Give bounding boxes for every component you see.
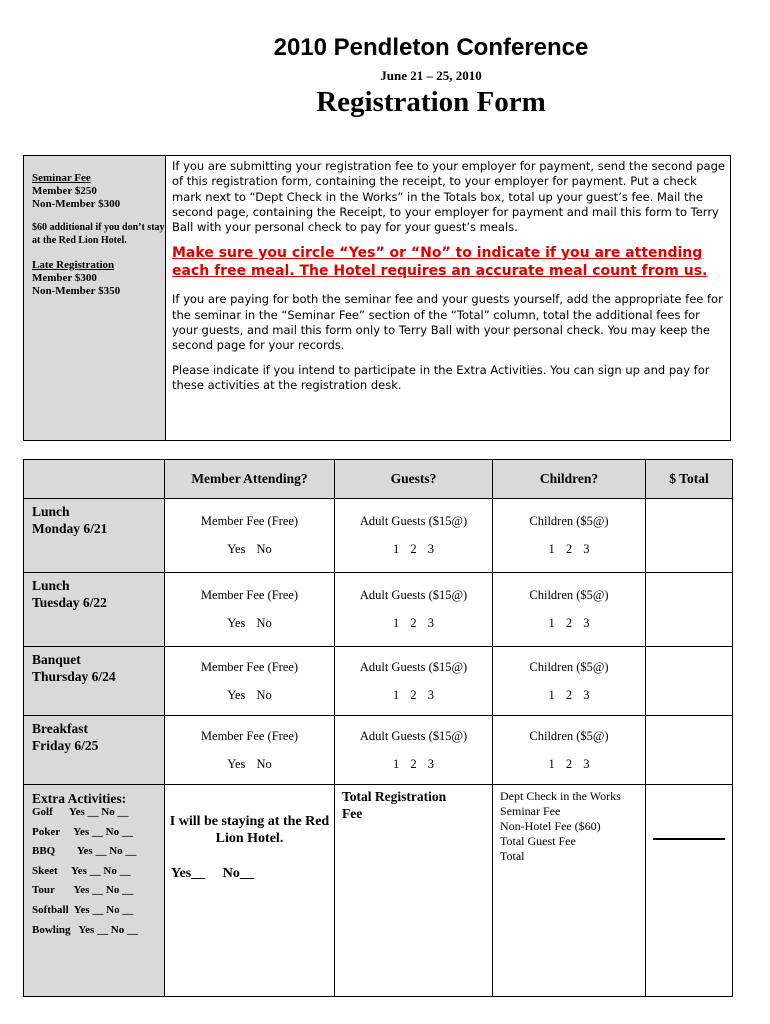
fee-summary-panel <box>24 156 166 440</box>
activity-bowling[interactable]: Bowling Yes __ No __ <box>32 923 138 936</box>
form-title: Registration Form <box>316 86 546 118</box>
activity-tour[interactable]: Tour Yes __ No __ <box>32 884 134 897</box>
hotel-stay-choice[interactable]: Yes__ No__ <box>171 866 254 881</box>
seminar-fee-item: Seminar Fee <box>500 804 561 818</box>
header-member-attending: Member Attending? <box>165 460 335 499</box>
activity-golf[interactable]: Golf Yes __ No __ <box>32 806 129 818</box>
children-option[interactable]: Children ($5@) 1 2 3 <box>493 647 646 716</box>
children-option[interactable]: Children ($5@) 1 2 3 <box>493 716 646 785</box>
member-option[interactable]: Member Fee (Free) Yes No <box>165 716 335 785</box>
meal-row <box>24 716 733 785</box>
non-hotel-fee-item: Non-Hotel Fee ($60) <box>500 819 601 833</box>
late-member-fee: Member $300 <box>32 272 97 284</box>
guest-option[interactable]: Adult Guests ($15@) 1 2 3 <box>335 499 493 573</box>
activity-skeet[interactable]: Skeet Yes __ No __ <box>32 864 131 877</box>
instructions-para-1: If you are submitting your registration fee to your employer for payment, send the second page of this registration form, containing the receipt, to your employer for payment. Put a check mark next to “Dept Check in the Works” in the Totals box, total up your guest’s fee. Mail the second page, containing the Receipt, to your employer for payment and mail this form to Terry Ball with your personal check to pay for your guest’s meals. <box>172 159 725 235</box>
fee-breakdown <box>493 785 646 997</box>
late-registration-label: Late Registration <box>32 259 115 271</box>
conference-dates: June 21 – 25, 2010 <box>380 68 482 83</box>
meal-total[interactable] <box>646 716 733 785</box>
guest-option[interactable]: Adult Guests ($15@) 1 2 3 <box>335 716 493 785</box>
info-box <box>23 155 731 441</box>
meal-name: Lunch Tuesday 6/22 <box>24 573 165 647</box>
member-option[interactable]: Member Fee (Free) Yes No <box>165 573 335 647</box>
instructions-para-2: If you are paying for both the seminar fee and your guests yourself, add the appropriate fee for the seminar in the “Seminar Fee” section of the “Total” column, total the additional fees for your guests, and mail this form only to Terry Ball with your personal check. You may keep the second page for your records. <box>172 292 723 353</box>
meal-row <box>24 573 733 647</box>
member-option[interactable]: Member Fee (Free) Yes No <box>165 499 335 573</box>
meal-total[interactable] <box>646 573 733 647</box>
instructions <box>172 159 727 393</box>
guest-option[interactable]: Adult Guests ($15@) 1 2 3 <box>335 647 493 716</box>
meal-count-warning: Make sure you circle “Yes” or “No” to indicate if you are attending each free meal. The Hotel requires an accurate meal count from us. <box>172 245 708 280</box>
header-guests: Guests? <box>335 460 493 499</box>
activity-poker[interactable]: Poker Yes __ No __ <box>32 825 133 838</box>
total-guest-fee-item: Total Guest Fee <box>500 834 576 848</box>
registration-table <box>23 459 733 997</box>
meal-row <box>24 499 733 573</box>
late-nonmember-fee: Non-Member $350 <box>32 285 121 297</box>
children-option[interactable]: Children ($5@) 1 2 3 <box>493 573 646 647</box>
nonmember-fee: Non-Member $300 <box>32 198 121 210</box>
header-blank <box>24 460 165 499</box>
children-option[interactable]: Children ($5@) 1 2 3 <box>493 499 646 573</box>
meal-total[interactable] <box>646 499 733 573</box>
member-option[interactable]: Member Fee (Free) Yes No <box>165 647 335 716</box>
seminar-fee-label: Seminar Fee <box>32 172 91 184</box>
total-item: Total <box>500 849 525 863</box>
meal-name: Banquet Thursday 6/24 <box>24 647 165 716</box>
conference-title: 2010 Pendleton Conference <box>273 34 589 61</box>
extra-activities-row <box>24 785 733 997</box>
extra-activities <box>24 785 165 997</box>
meal-name: Breakfast Friday 6/25 <box>24 716 165 785</box>
guest-option[interactable]: Adult Guests ($15@) 1 2 3 <box>335 573 493 647</box>
hotel-stay-cell <box>165 785 335 997</box>
grand-total-cell[interactable] <box>646 785 733 997</box>
header-children: Children? <box>493 460 646 499</box>
activity-softball[interactable]: Softball Yes __ No __ <box>32 903 134 916</box>
member-fee: Member $250 <box>32 185 97 197</box>
header-total: $ Total <box>646 460 733 499</box>
meal-row <box>24 647 733 716</box>
instructions-para-3: Please indicate if you intend to participate in the Extra Activities. You can sign up and pay for these activities at the registration desk. <box>172 362 710 392</box>
meal-total[interactable] <box>646 647 733 716</box>
activity-bbq[interactable]: BBQ Yes __ No __ <box>32 845 137 858</box>
hotel-note: $60 additional if you don’t stay at the Red Lion Hotel. <box>32 222 165 246</box>
total-registration-fee-label: Total Registration Fee <box>335 785 493 997</box>
hotel-stay-text: I will be staying at the Red Lion Hotel. <box>169 814 330 846</box>
dept-check-item[interactable]: Dept Check in the Works <box>500 789 621 803</box>
extra-activities-title: Extra Activities: <box>32 791 127 806</box>
total-line <box>653 838 725 840</box>
meal-name: Lunch Monday 6/21 <box>24 499 165 573</box>
